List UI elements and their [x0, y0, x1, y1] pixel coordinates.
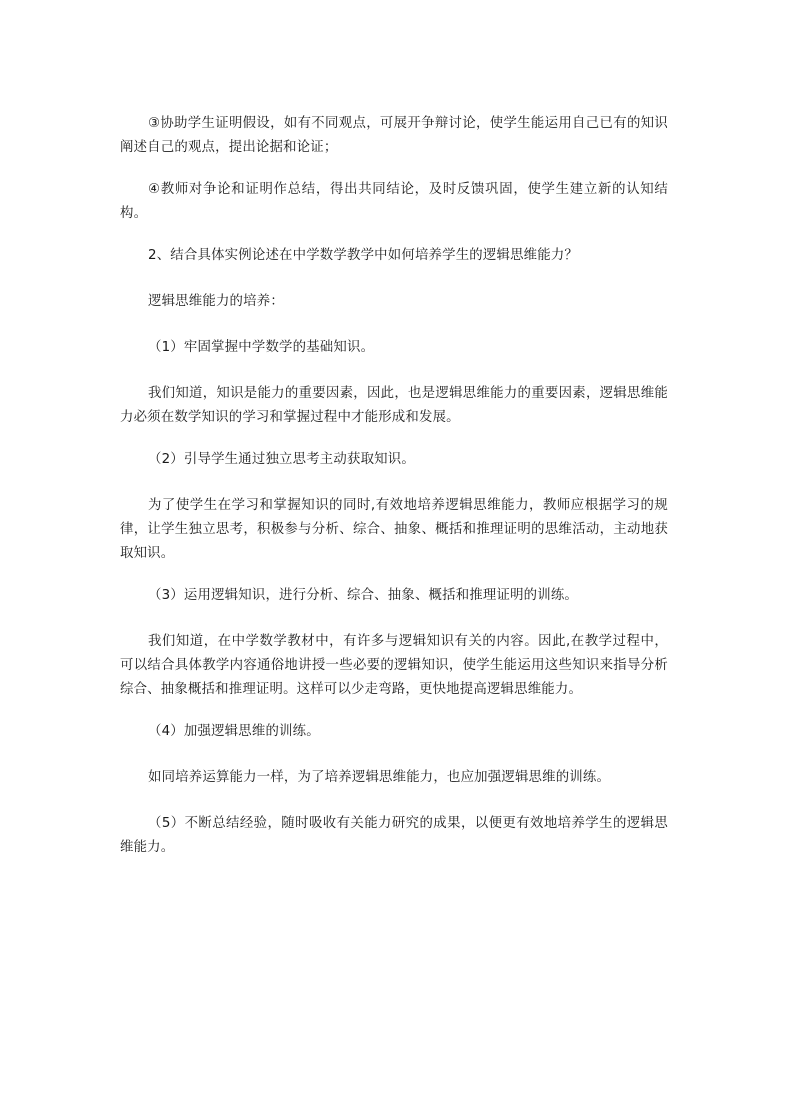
document-page: [120, 112, 668, 878]
point-3-body: 我们知道，在中学数学教材中，有许多与逻辑知识有关的内容。因此,在教学过程中，可以结合具体教学内容通俗地讲授一些必要的逻辑知识，使学生能运用这些知识来指导分析综合、抽象概括和推理证明。这样可以少走弯路，更快地提高逻辑思维能力。: [120, 634, 668, 697]
point-5-heading: （5）不断总结经验，随时吸收有关能力研究的成果，以便更有效地培养学生的逻辑思维能力。: [120, 816, 668, 855]
paragraph-step-4: ④教师对争论和证明作总结，得出共同结论，及时反馈巩固，使学生建立新的认知结构。: [120, 182, 668, 221]
point-1-body: 我们知道，知识是能力的重要因素，因此，也是逻辑思维能力的重要因素，逻辑思维能力必须在数学知识的学习和掌握过程中才能形成和发展。: [120, 386, 668, 425]
point-2-body: 为了使学生在学习和掌握知识的同时,有效地培养逻辑思维能力，教师应根据学习的规律，让学生独立思考，积极参与分析、综合、抽象、概括和推理证明的思维活动，主动地获取知识。: [120, 498, 668, 561]
point-4-body: 如同培养运算能力一样，为了培养逻辑思维能力，也应加强逻辑思维的训练。: [148, 770, 611, 785]
point-4-heading: （4）加强逻辑思维的训练。: [148, 724, 320, 739]
point-3-heading: （3）运用逻辑知识，进行分析、综合、抽象、概括和推理证明的训练。: [148, 588, 579, 603]
paragraph-step-3: ③协助学生证明假设，如有不同观点，可展开争辩讨论，使学生能运用自己已有的知识阐述自己的观点，提出论据和论证；: [120, 116, 668, 155]
section-intro: 逻辑思维能力的培养：: [148, 294, 284, 309]
question-heading: 2、结合具体实例论述在中学数学教学中如何培养学生的逻辑思维能力？: [148, 248, 579, 263]
point-2-heading: （2）引导学生通过独立思考主动获取知识。: [148, 452, 415, 467]
point-1-heading: （1）牢固掌握中学数学的基础知识。: [148, 340, 375, 355]
